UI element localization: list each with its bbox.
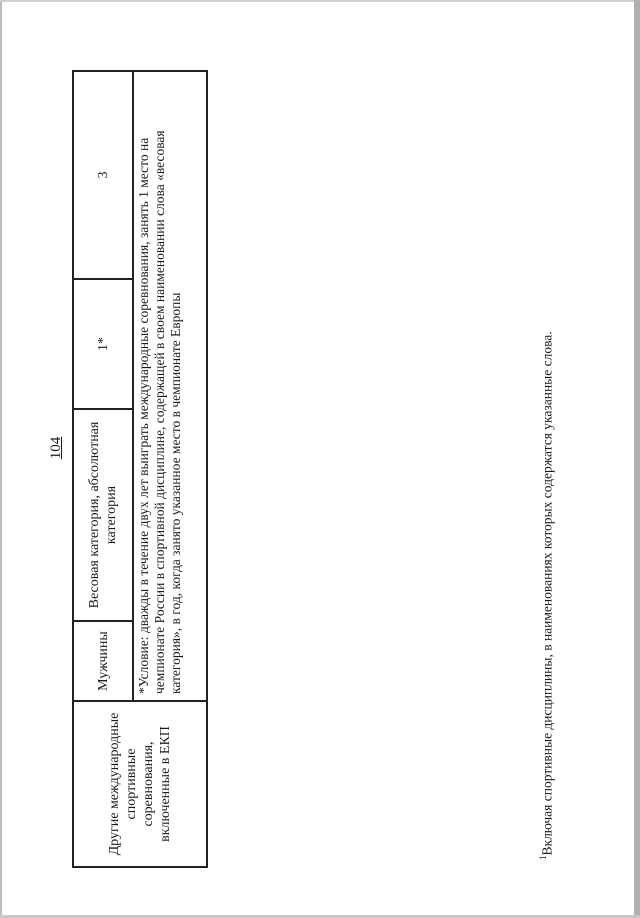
gender-cell: Мужчины bbox=[73, 621, 133, 701]
page-number: 104 bbox=[48, 436, 64, 460]
count-cell: 3 bbox=[73, 71, 133, 279]
norms-table bbox=[72, 70, 208, 868]
footnote-text: Включая спортивные дисциплины, в наименованиях которых содержатся указанные слова. bbox=[539, 331, 555, 856]
discipline-cell: Весовая категория, абсолютная категория bbox=[73, 409, 133, 621]
place-cell: 1* bbox=[73, 279, 133, 409]
footnote bbox=[538, 331, 556, 860]
table-row bbox=[73, 71, 133, 867]
footnote-marker: 1 bbox=[538, 855, 548, 860]
condition-note-cell: *Условие: дважды в течение двух лет выиграть международные соревнования, занять 1 место на чемпионате России в спортивной дисциплине, содержащей в своем наименовании слова «весовая категория», в год, когда занято указанное место в чемпионате Европы bbox=[133, 71, 207, 701]
competition-cell: Другие международные спортивные соревнования, включенные в ЕКП bbox=[73, 701, 207, 867]
